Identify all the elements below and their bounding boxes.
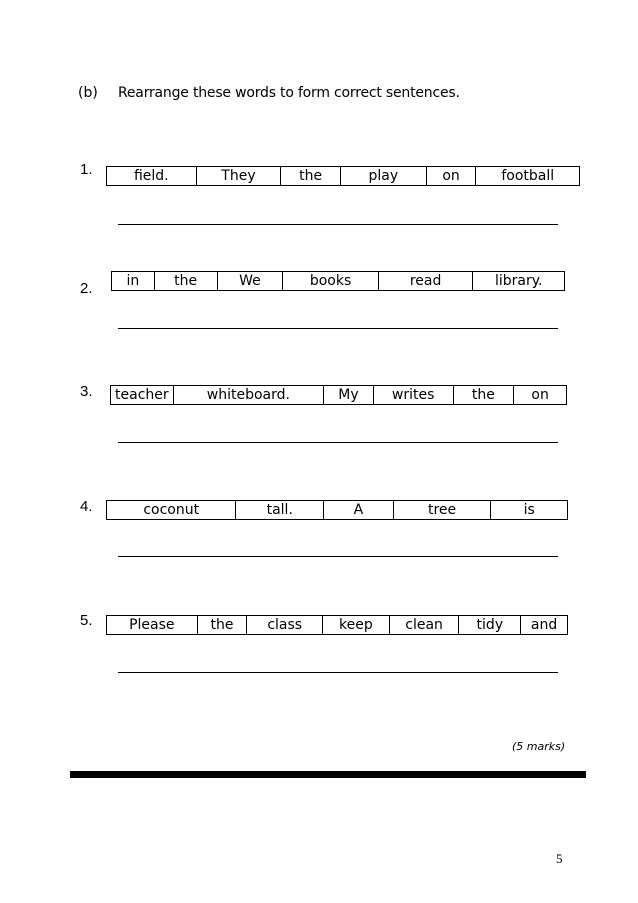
word-cell: tidy [459, 616, 521, 634]
word-cell: in [112, 272, 155, 290]
word-cell: whiteboard. [174, 386, 324, 404]
answer-line[interactable] [118, 442, 558, 443]
word-cell: tree [394, 501, 492, 519]
word-cell: Please [107, 616, 198, 634]
word-cell: keep [323, 616, 390, 634]
word-cell: coconut [107, 501, 236, 519]
question-number: 2. [80, 280, 93, 297]
answer-line[interactable] [118, 672, 558, 673]
word-cell: football [501, 168, 555, 184]
word-row [106, 615, 568, 635]
word-cell: tall. [236, 501, 324, 519]
word-cell: on [531, 387, 549, 403]
word-cell: read [379, 272, 474, 290]
question-number: 4. [80, 498, 93, 515]
word-cell: writes [374, 386, 454, 404]
word-cell: teacher [111, 386, 174, 404]
page-number: 5 [556, 851, 563, 866]
word-cell: A [324, 501, 394, 519]
word-cell: the [281, 167, 341, 185]
word-row [106, 500, 568, 520]
question-number: 1. [80, 161, 93, 178]
answer-line[interactable] [118, 224, 558, 225]
word-cell: on [427, 167, 477, 185]
word-row [110, 385, 567, 405]
word-cell: the [198, 616, 248, 634]
marks-label: (5 marks) [512, 740, 566, 753]
answer-line[interactable] [118, 556, 558, 557]
word-cell: the [155, 272, 218, 290]
word-cell: They [197, 167, 282, 185]
answer-line[interactable] [118, 328, 558, 329]
word-cell: the [454, 386, 515, 404]
section-label: (b) [78, 85, 98, 101]
word-cell: We [218, 272, 284, 290]
word-cell: class [247, 616, 323, 634]
section-divider [70, 771, 586, 778]
word-cell: play [341, 167, 427, 185]
word-cell: is [523, 502, 535, 518]
question-number: 5. [80, 612, 93, 629]
question-number: 3. [80, 383, 93, 400]
word-cell: library. [494, 273, 543, 289]
instruction-text: Rearrange these words to form correct sentences. [118, 85, 460, 101]
word-row [111, 271, 565, 291]
word-cell: field. [107, 167, 197, 185]
word-row [106, 166, 580, 186]
word-cell: books [283, 272, 379, 290]
word-cell: My [324, 386, 374, 404]
word-cell: and [530, 617, 558, 633]
word-cell: clean [390, 616, 460, 634]
